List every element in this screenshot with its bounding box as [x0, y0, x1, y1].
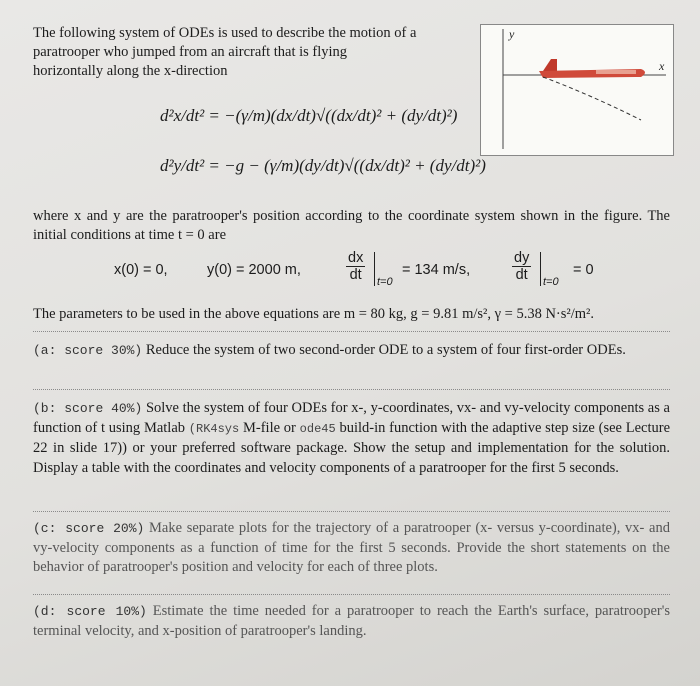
question-d [33, 602, 670, 641]
ic-dy-val: = 0 [573, 262, 594, 278]
question-b-text-2: M-file or [239, 419, 300, 436]
x-axis-label: x [659, 59, 665, 73]
question-b-ode45: ode45 [299, 421, 336, 436]
dy-eval-sub: t=0 [543, 276, 559, 288]
question-c [33, 519, 670, 578]
question-b [33, 399, 670, 478]
dy-eval-bar [540, 252, 541, 286]
y-axis-label: y [509, 27, 515, 41]
intro-line-2: paratrooper who jumped from an aircraft that is flying [33, 44, 348, 60]
aircraft-figure [480, 24, 674, 156]
question-b-text-1: Solve the system of four ODEs for x-, y-coordinates, vx- and vy-velocity components as a function of t using Matlab [33, 400, 670, 436]
question-a-score: (a: score 30%) [33, 343, 143, 358]
trajectory-path [543, 77, 641, 120]
question-b-rk4sys: (RK4sys [188, 421, 240, 436]
question-b-score: (b: score 40%) [33, 401, 143, 416]
aircraft-diagram [481, 25, 673, 155]
dx-eval-bar [374, 252, 375, 286]
ic-dy-fraction [512, 250, 531, 283]
dy-denominator: dt [515, 267, 528, 283]
question-d-score: (d: score 10%) [33, 604, 147, 619]
intro-paragraph [33, 24, 477, 81]
question-b-text-3: build-in function with the adaptive step size (see Lecture 22 in slide 17)) or your preferred software package. Show the setup and implementation for the solution. Display a table with the coordinates and velocity components of a paratrooper for the first 5 seconds. [33, 419, 671, 476]
question-a-text: Reduce the system of two second-order ODE to a system of four first-order ODEs. [142, 342, 626, 358]
equation-x: d²x/dt² = −(γ/m)(dx/dt)√((dx/dt)² + (dy/dt)²) [160, 106, 458, 125]
where-paragraph: where x and y are the paratrooper's position according to the coordinate system shown in the figure. The initial conditions at time t = 0 are [33, 208, 670, 243]
divider [33, 331, 670, 333]
dx-eval-sub: t=0 [377, 276, 393, 288]
dx-denominator: dt [349, 267, 362, 283]
parameters-line: The parameters to be used in the above equations are m = 80 kg, g = 9.81 m/s², γ = 5.38 N·s²/m². [33, 306, 595, 322]
question-a [33, 341, 670, 361]
intro-line-1: The following system of ODEs is used to describe the motion of a [33, 25, 417, 41]
divider [33, 594, 670, 596]
dy-numerator: dy [514, 250, 530, 266]
ic-x0: x(0) = 0, [114, 262, 168, 278]
question-c-text: Make separate plots for the trajectory of a paratrooper (x- versus y-coordinate), vx- and vy-velocity components as a function of time for the first 5 seconds. Provide the short statements on the behavior of paratrooper's position and velocity for each of three plots. [33, 520, 670, 575]
ic-dx-val: = 134 m/s, [402, 262, 471, 278]
aircraft-stripe [596, 70, 636, 74]
dx-numerator: dx [348, 250, 364, 266]
intro-line-3: horizontally along the x-direction [33, 63, 228, 79]
question-d-text: Estimate the time needed for a paratrooper to reach the Earth's surface, paratrooper's terminal velocity, and x-position of paratrooper's landing. [33, 603, 671, 639]
divider [33, 389, 670, 391]
ic-y0: y(0) = 2000 m, [207, 262, 301, 278]
divider [33, 511, 670, 513]
tail-fin [543, 59, 557, 71]
question-c-score: (c: score 20%) [33, 521, 145, 536]
equation-y: d²y/dt² = −g − (γ/m)(dy/dt)√((dx/dt)² + (dy/dt)²) [160, 156, 486, 175]
ic-dx-fraction [346, 250, 365, 283]
initial-conditions [114, 250, 614, 292]
